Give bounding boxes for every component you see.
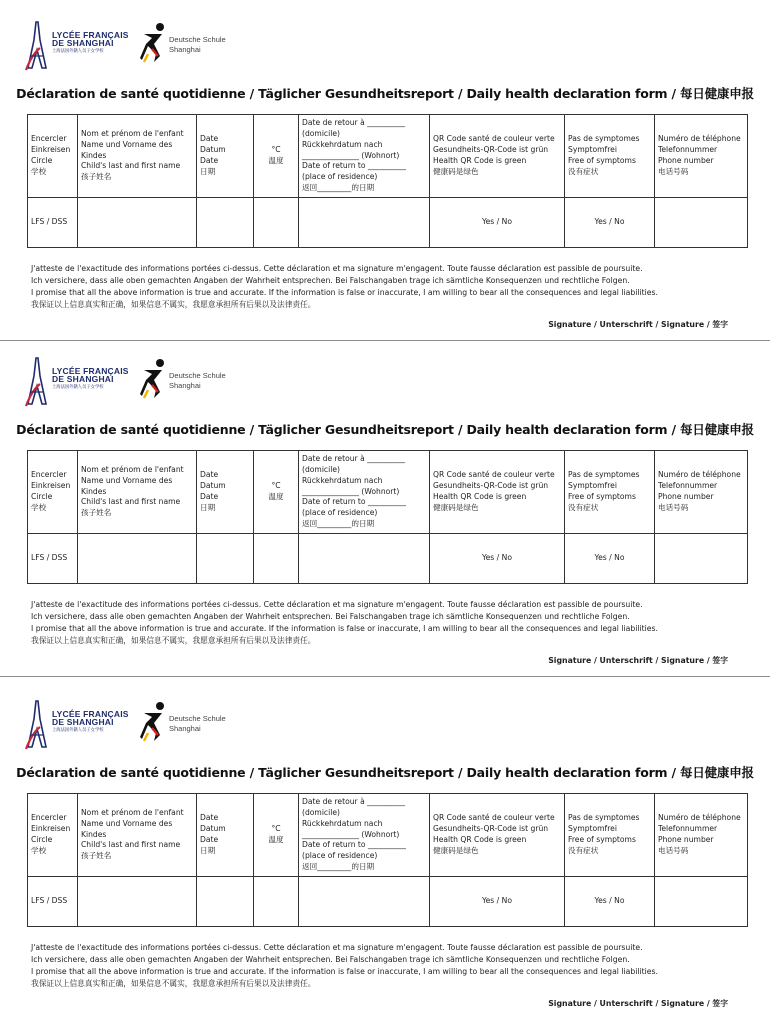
header-circle: Encercler Einkreisen Circle 学校 [28, 451, 78, 534]
phone-cell[interactable] [655, 534, 748, 584]
qr-choice-cell[interactable]: Yes / No [430, 877, 565, 927]
school-choice-cell[interactable]: LFS / DSS [28, 877, 78, 927]
header-phone: Numéro de téléphone Telefonnummer Phone number 电话号码 [655, 451, 748, 534]
lfs-name-cn: 上海法国外籍人员子女学校 [52, 728, 104, 733]
temperature-cell[interactable] [254, 198, 299, 248]
eiffel-tower-icon [22, 356, 52, 408]
attestation-text: J'atteste de l'exactitude des informations portées ci-dessus. Cette déclaration et ma signature m'engagent. Toute fausse déclaration est passible de poursuite. Ich versichere, dass alle oben gemachten Angaben der Wahrheit entsprechen. Bei Falschangaben trage ich sämtliche Konsequenzen und rechtliche Folgen. I promise that all the above information is true and accurate. If the information is false or inaccurate, I am willing to bear all the consequences and legal liabilities. 我保证以上信息真实和正确，如果信息不属实，我愿意承担所有后果以及法律责任。 [31, 600, 658, 645]
header-temperature: °C 温度 [254, 451, 299, 534]
school-choice-cell[interactable]: LFS / DSS [28, 534, 78, 584]
signature-label: Signature / Unterschrift / Signature / 签字 [548, 656, 728, 665]
phone-cell[interactable] [655, 877, 748, 927]
header-phone: Numéro de téléphone Telefonnummer Phone number 电话号码 [655, 794, 748, 877]
runner-icon [140, 358, 168, 400]
deutsche-schule-logo [140, 22, 240, 72]
form-title: Déclaration de santé quotidienne / Täglicher Gesundheitsreport / Daily health declaration form / 每日健康申报 [16, 765, 754, 780]
header-symptoms: Pas de symptomes Symptomfrei Free of symptoms 没有症状 [565, 794, 655, 877]
lfs-name: LYCÉE FRANÇAIS DE SHANGHAI [52, 30, 129, 48]
header-date: Date Datum Date 日期 [197, 115, 254, 198]
header-circle: Encercler Einkreisen Circle 学校 [28, 794, 78, 877]
header-phone: Numéro de téléphone Telefonnummer Phone number 电话号码 [655, 115, 748, 198]
health-form-3 [0, 679, 770, 1014]
child-name-cell[interactable] [78, 534, 197, 584]
header-row [28, 451, 748, 534]
entry-row [28, 877, 748, 927]
header-child-name: Nom et prénom de l'enfant Name und Vorname des Kindes Child's last and first name 孩子姓名 [78, 451, 197, 534]
symptoms-choice-cell[interactable]: Yes / No [565, 534, 655, 584]
health-form-2 [0, 336, 770, 671]
header-return-date: Date de retour à __________ (domicile) Rückkehrdatum nach _______________ (Wohnort) Date of return to __________ (place of residence) 返回_________的日期 [299, 794, 430, 877]
lfs-name: LYCÉE FRANÇAIS DE SHANGHAI [52, 366, 129, 384]
header-return-date: Date de retour à __________ (domicile) Rückkehrdatum nach _______________ (Wohnort) Date of return to __________ (place of residence) 返回_________的日期 [299, 451, 430, 534]
runner-icon [140, 701, 168, 743]
child-name-cell[interactable] [78, 198, 197, 248]
attestation-text: J'atteste de l'exactitude des informations portées ci-dessus. Cette déclaration et ma signature m'engagent. Toute fausse déclaration est passible de poursuite. Ich versichere, dass alle oben gemachten Angaben der Wahrheit entsprechen. Bei Falschangaben trage ich sämtliche Konsequenzen und rechtliche Folgen. I promise that all the above information is true and accurate. If the information is false or inaccurate, I am willing to bear all the consequences and legal liabilities. 我保证以上信息真实和正确，如果信息不属实，我愿意承担所有后果以及法律责任。 [31, 943, 658, 988]
header-temperature: °C 温度 [254, 794, 299, 877]
header-date: Date Datum Date 日期 [197, 451, 254, 534]
signature-label: Signature / Unterschrift / Signature / 签字 [548, 999, 728, 1008]
lycee-francais-logo [22, 20, 132, 72]
school-choice-cell[interactable]: LFS / DSS [28, 198, 78, 248]
eiffel-tower-icon [22, 699, 52, 751]
signature-label: Signature / Unterschrift / Signature / 签字 [548, 320, 728, 329]
header-qr-code: QR Code santé de couleur verte Gesundheits-QR-Code ist grün Health QR Code is green 健康码是绿色 [430, 451, 565, 534]
form-title: Déclaration de santé quotidienne / Täglicher Gesundheitsreport / Daily health declaration form / 每日健康申报 [16, 86, 754, 101]
entry-row [28, 534, 748, 584]
declaration-table [27, 793, 748, 927]
lycee-francais-logo [22, 356, 132, 408]
lfs-name: LYCÉE FRANÇAIS DE SHANGHAI [52, 709, 129, 727]
header-date: Date Datum Date 日期 [197, 794, 254, 877]
qr-choice-cell[interactable]: Yes / No [430, 198, 565, 248]
header-row [28, 115, 748, 198]
header-child-name: Nom et prénom de l'enfant Name und Vorname des Kindes Child's last and first name 孩子姓名 [78, 115, 197, 198]
header-return-date: Date de retour à __________ (domicile) Rückkehrdatum nach _______________ (Wohnort) Date of return to __________ (place of residence) 返回_________的日期 [299, 115, 430, 198]
header-qr-code: QR Code santé de couleur verte Gesundheits-QR-Code ist grün Health QR Code is green 健康码是绿色 [430, 794, 565, 877]
form-title: Déclaration de santé quotidienne / Täglicher Gesundheitsreport / Daily health declaration form / 每日健康申报 [16, 422, 754, 437]
declaration-table [27, 114, 748, 248]
ds-name: Deutsche Schule Shanghai [169, 371, 226, 390]
ds-name: Deutsche Schule Shanghai [169, 714, 226, 733]
header-child-name: Nom et prénom de l'enfant Name und Vorname des Kindes Child's last and first name 孩子姓名 [78, 794, 197, 877]
header-symptoms: Pas de symptomes Symptomfrei Free of symptoms 没有症状 [565, 451, 655, 534]
eiffel-tower-icon [22, 20, 52, 72]
lfs-name-cn: 上海法国外籍人员子女学校 [52, 49, 104, 54]
qr-choice-cell[interactable]: Yes / No [430, 534, 565, 584]
declaration-table [27, 450, 748, 584]
child-name-cell[interactable] [78, 877, 197, 927]
phone-cell[interactable] [655, 198, 748, 248]
symptoms-choice-cell[interactable]: Yes / No [565, 877, 655, 927]
header-qr-code: QR Code santé de couleur verte Gesundheits-QR-Code ist grün Health QR Code is green 健康码是绿色 [430, 115, 565, 198]
ds-name: Deutsche Schule Shanghai [169, 35, 226, 54]
header-symptoms: Pas de symptomes Symptomfrei Free of symptoms 没有症状 [565, 115, 655, 198]
health-form-1 [0, 0, 770, 335]
lfs-name-cn: 上海法国外籍人员子女学校 [52, 385, 104, 390]
date-cell[interactable] [197, 198, 254, 248]
temperature-cell[interactable] [254, 877, 299, 927]
header-row [28, 794, 748, 877]
date-cell[interactable] [197, 877, 254, 927]
header-circle: Encercler Einkreisen Circle 学校 [28, 115, 78, 198]
date-cell[interactable] [197, 534, 254, 584]
return-date-cell[interactable] [299, 877, 430, 927]
cut-line [0, 676, 770, 677]
entry-row [28, 198, 748, 248]
deutsche-schule-logo [140, 701, 240, 751]
attestation-text: J'atteste de l'exactitude des informations portées ci-dessus. Cette déclaration et ma signature m'engagent. Toute fausse déclaration est passible de poursuite. Ich versichere, dass alle oben gemachten Angaben der Wahrheit entsprechen. Bei Falschangaben trage ich sämtliche Konsequenzen und rechtliche Folgen. I promise that all the above information is true and accurate. If the information is false or inaccurate, I am willing to bear all the consequences and legal liabilities. 我保证以上信息真实和正确，如果信息不属实，我愿意承担所有后果以及法律责任。 [31, 264, 658, 309]
runner-icon [140, 22, 168, 64]
return-date-cell[interactable] [299, 534, 430, 584]
header-temperature: °C 温度 [254, 115, 299, 198]
return-date-cell[interactable] [299, 198, 430, 248]
deutsche-schule-logo [140, 358, 240, 408]
temperature-cell[interactable] [254, 534, 299, 584]
lycee-francais-logo [22, 699, 132, 751]
symptoms-choice-cell[interactable]: Yes / No [565, 198, 655, 248]
